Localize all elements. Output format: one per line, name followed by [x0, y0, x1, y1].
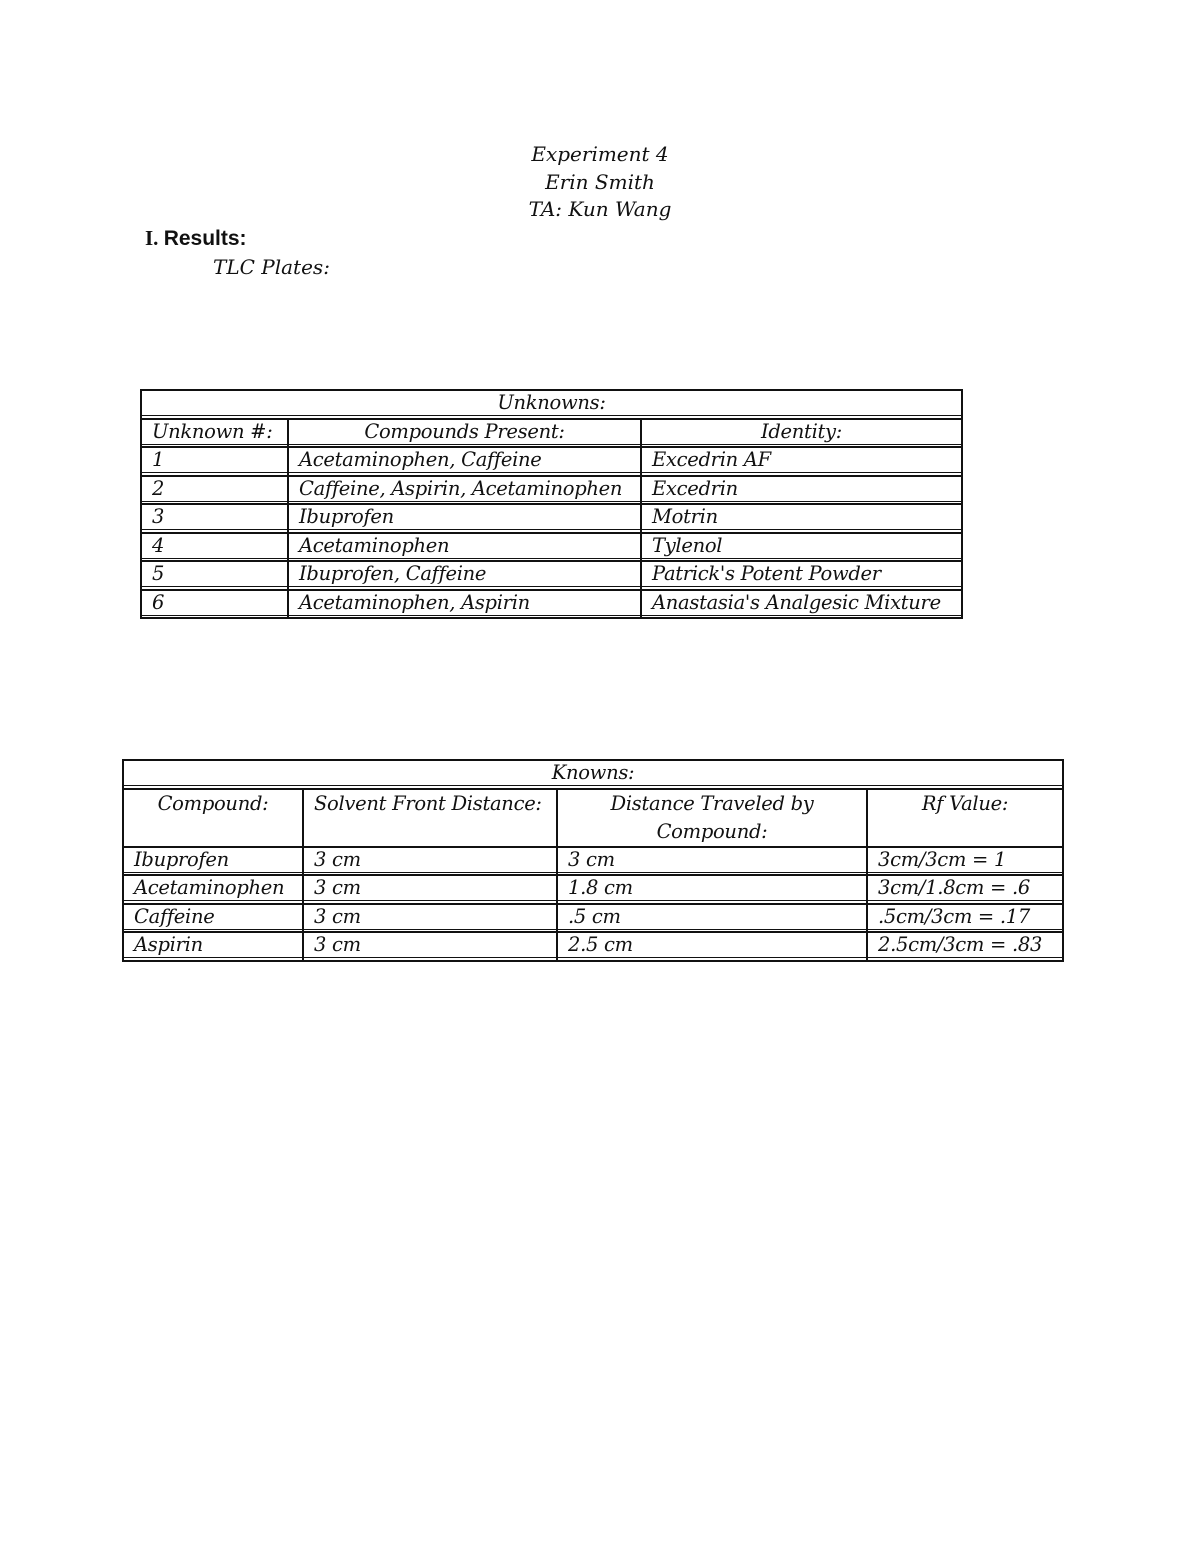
table-cell-identity: Excedrin — [641, 476, 962, 505]
column-header: Compounds Present: — [288, 419, 641, 448]
column-header: Compound: — [123, 789, 303, 847]
table-cell-distance: .5 cm — [557, 904, 867, 933]
unknowns-table — [140, 389, 963, 619]
table-cell-identity: Excedrin AF — [641, 447, 962, 476]
table-caption: Unknowns: — [141, 390, 962, 419]
table-cell-identity: Anastasia's Analgesic Mixture — [641, 590, 962, 619]
table-row — [141, 561, 962, 590]
column-header: Distance Traveled by Compound: — [557, 789, 867, 847]
section-title: Results: — [163, 227, 247, 250]
table-row — [141, 476, 962, 505]
column-header: Solvent Front Distance: — [303, 789, 557, 847]
table-cell-rf: 2.5cm/3cm = .83 — [867, 932, 1063, 961]
column-header: Identity: — [641, 419, 962, 448]
table-row — [123, 875, 1063, 904]
table-caption-row — [123, 760, 1063, 789]
table-caption-row — [141, 390, 962, 419]
knowns-table — [122, 759, 1064, 962]
table-caption: Knowns: — [123, 760, 1063, 789]
table-cell-compound: Aspirin — [123, 932, 303, 961]
table-header-row — [123, 789, 1063, 847]
table-cell-compounds: Caffeine, Aspirin, Acetaminophen — [288, 476, 641, 505]
section-heading — [145, 226, 247, 251]
table-cell-distance: 3 cm — [557, 847, 867, 876]
table-cell-identity: Tylenol — [641, 533, 962, 562]
document-header — [0, 141, 1200, 224]
table-cell-compound: Caffeine — [123, 904, 303, 933]
table-cell-compounds: Ibuprofen — [288, 504, 641, 533]
table-header-row — [141, 419, 962, 448]
table-cell-solvent-front: 3 cm — [303, 904, 557, 933]
table-cell-rf: 3cm/1.8cm = .6 — [867, 875, 1063, 904]
table-cell-rf: 3cm/3cm = 1 — [867, 847, 1063, 876]
table-row — [123, 904, 1063, 933]
table-cell-number: 5 — [141, 561, 288, 590]
table-cell-number: 6 — [141, 590, 288, 619]
table-cell-number: 4 — [141, 533, 288, 562]
experiment-title: Experiment 4 — [531, 142, 669, 166]
table-cell-compounds: Acetaminophen, Aspirin — [288, 590, 641, 619]
table-cell-identity: Motrin — [641, 504, 962, 533]
table-row — [123, 847, 1063, 876]
table-cell-number: 1 — [141, 447, 288, 476]
column-header: Unknown #: — [141, 419, 288, 448]
table-cell-solvent-front: 3 cm — [303, 847, 557, 876]
table-cell-number: 3 — [141, 504, 288, 533]
table-cell-identity: Patrick's Potent Powder — [641, 561, 962, 590]
table-cell-number: 2 — [141, 476, 288, 505]
table-cell-compound: Ibuprofen — [123, 847, 303, 876]
table-cell-compounds: Acetaminophen, Caffeine — [288, 447, 641, 476]
table-row — [141, 504, 962, 533]
table-row — [141, 533, 962, 562]
table-cell-solvent-front: 3 cm — [303, 875, 557, 904]
tlc-plates-subheading: TLC Plates: — [213, 255, 330, 279]
student-name: Erin Smith — [545, 169, 655, 194]
table-cell-compounds: Acetaminophen — [288, 533, 641, 562]
table-cell-solvent-front: 3 cm — [303, 932, 557, 961]
column-header: Rf Value: — [867, 789, 1063, 847]
table-cell-distance: 2.5 cm — [557, 932, 867, 961]
table-cell-compound: Acetaminophen — [123, 875, 303, 904]
table-row — [141, 447, 962, 476]
table-cell-compounds: Ibuprofen, Caffeine — [288, 561, 641, 590]
ta-name: TA: Kun Wang — [528, 197, 672, 221]
table-cell-distance: 1.8 cm — [557, 875, 867, 904]
table-row — [123, 932, 1063, 961]
table-cell-rf: .5cm/3cm = .17 — [867, 904, 1063, 933]
table-row — [141, 590, 962, 619]
section-numeral: I. — [145, 226, 159, 250]
